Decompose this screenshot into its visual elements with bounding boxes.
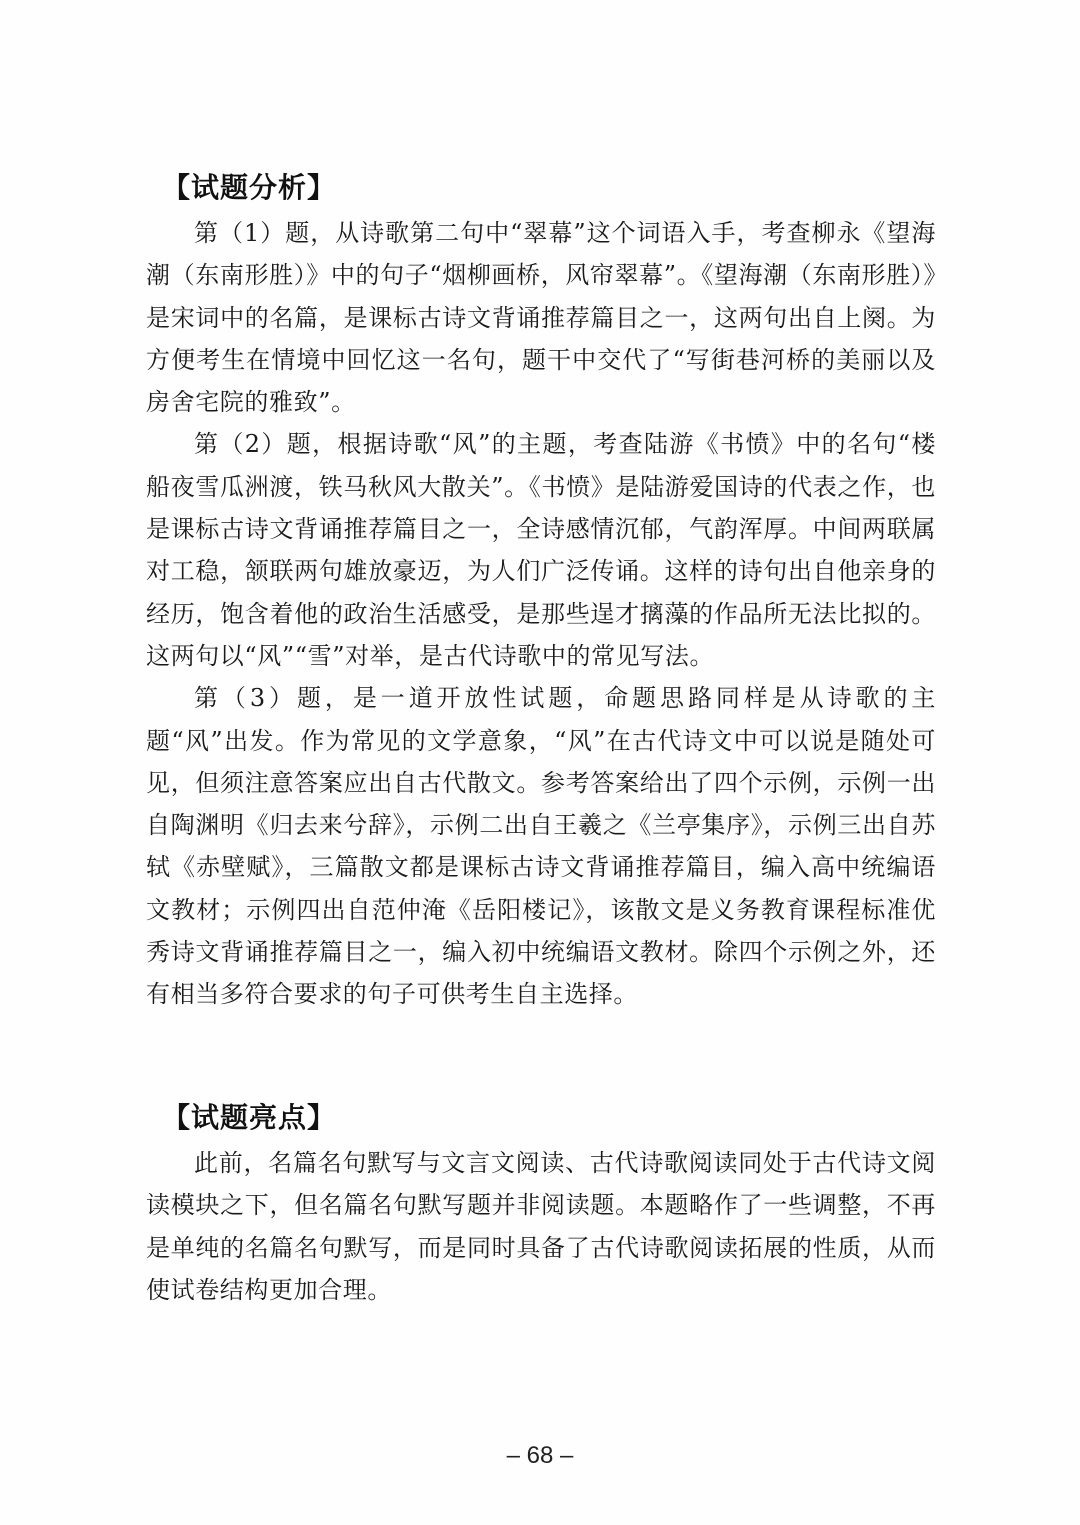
paragraph-question-2: 第（2）题，根据诗歌“风”的主题，考查陆游《书愤》中的名句“楼船夜雪瓜洲渡，铁马秋风大散关”。《书愤》是陆游爱国诗的代表之作，也是课标古诗文背诵推荐篇目之一，全诗感情沉郁，气韵浑厚。中间两联属对工稳，颔联两句雄放豪迈，为人们广泛传诵。这样的诗句出自他亲身的经历，饱含着他的政治生活感受，是那些逞才摛藻的作品所无法比拟的。这两句以“风”“雪”对举，是古代诗歌中的常见写法。 — [146, 430, 936, 670]
paragraph-question-1: 第（1）题，从诗歌第二句中“翠幕”这个词语入手，考查柳永《望海潮（东南形胜）》中的句子“烟柳画桥，风帘翠幕”。《望海潮（东南形胜）》是宋词中的名篇，是课标古诗文背诵推荐篇目之一，这两句出自上阕。为方便考生在情境中回忆这一名句，题干中交代了“写街巷河桥的美丽以及房舍宅院的雅致”。 — [146, 219, 936, 417]
section-question-highlights — [146, 1098, 936, 1311]
section-heading: 【试题分析】 — [162, 171, 337, 204]
section-question-analysis — [146, 168, 936, 1016]
page-number: – 68 – — [506, 1442, 574, 1469]
section-heading: 【试题亮点】 — [162, 1101, 337, 1134]
paragraph-question-3: 第（3）题，是一道开放性试题，命题思路同样是从诗歌的主题“风”出发。作为常见的文学意象，“风”在古代诗文中可以说是随处可见，但须注意答案应出自古代散文。参考答案给出了四个示例，示例一出自陶渊明《归去来兮辞》，示例二出自王羲之《兰亭集序》，示例三出自苏轼《赤壁赋》，三篇散文都是课标古诗文背诵推荐篇目，编入高中统编语文教材；示例四出自范仲淹《岳阳楼记》，该散文是义务教育课程标准优秀诗文背诵推荐篇目之一，编入初中统编语文教材。除四个示例之外，还有相当多符合要求的句子可供考生自主选择。 — [146, 684, 936, 1009]
paragraph-highlights: 此前，名篇名句默写与文言文阅读、古代诗歌阅读同处于古代诗文阅读模块之下，但名篇名句默写题并非阅读题。本题略作了一些调整，不再是单纯的名篇名句默写，而是同时具备了古代诗歌阅读拓展的性质，从而使试卷结构更加合理。 — [146, 1149, 936, 1304]
